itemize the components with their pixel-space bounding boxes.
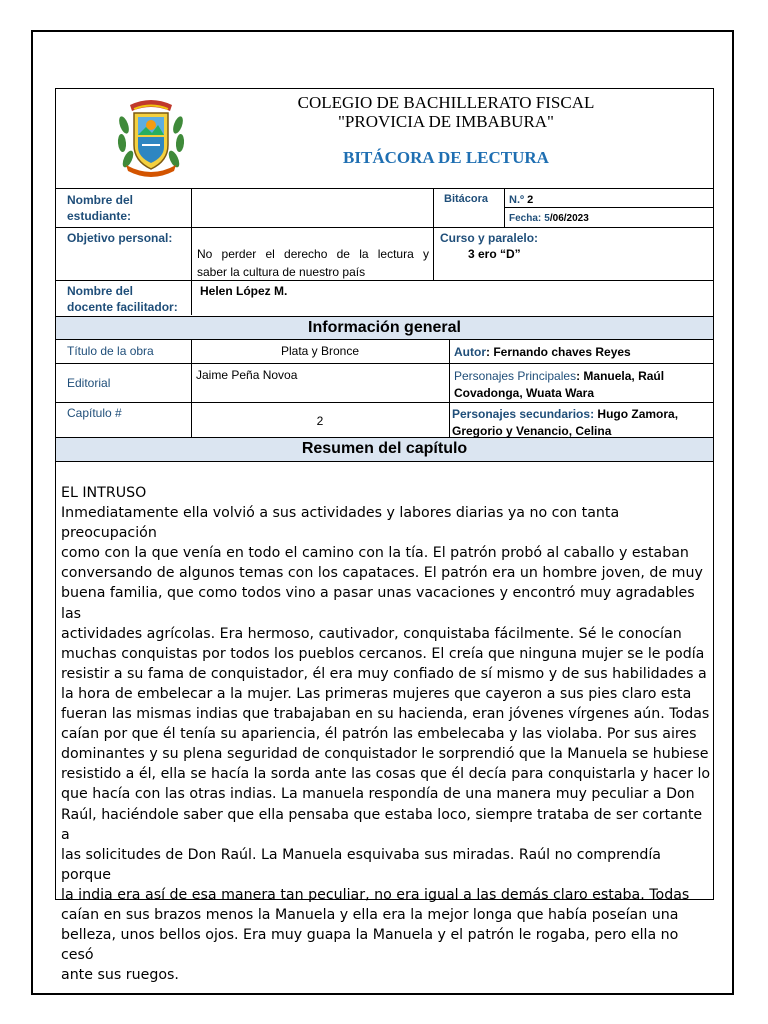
work-title-label: Título de la obra: [67, 344, 154, 358]
student-name-label-line1: Nombre del: [67, 193, 134, 207]
rule: [56, 227, 713, 228]
general-info-heading: Información general: [56, 317, 713, 339]
log-date-label: Fecha:: [509, 213, 542, 224]
summary-line: ante sus ruegos.: [61, 967, 179, 984]
summary-line: conversando de algunos temas con los capataces. El patrón era un hombre joven, de muy: [61, 565, 703, 582]
document-title: BITÁCORA DE LECTURA: [343, 148, 549, 167]
summary-line: como con la que venía en todo el camino con la tía. El patrón probó al caballo y estaban: [61, 545, 689, 562]
log-label: Bitácora: [444, 193, 489, 205]
summary-line: Inmediatamente ella volvió a sus actividades y labores diarias ya no con tanta preocupación: [61, 505, 620, 542]
main-characters-value-line1: : Manuela, Raúl: [576, 369, 665, 383]
rule: [56, 461, 713, 462]
summary-line: fueran las mismas indias que trabajaban en su hacienda, eran jóvenes vírgenes aún. Todas: [61, 706, 710, 723]
reading-log-form: [55, 88, 714, 984]
publisher-label: Editorial: [67, 376, 111, 390]
rule: [504, 207, 713, 208]
summary-line: resistido a él, ella se hacía la sorda ante las cosas que él decía para conquistarla y hacer lo: [61, 766, 711, 783]
log-number-label: N.º: [509, 194, 525, 206]
log-date-value: /06/2023: [549, 213, 589, 224]
secondary-characters: [452, 405, 712, 439]
secondary-characters-value-line2: Gregorio y Venancio, Celina: [452, 424, 612, 438]
rule: [191, 188, 192, 315]
summary-line: dominantes y su plena seguridad de conquistador le sorprendió que la Manuela se hubiese: [61, 746, 709, 763]
summary-line: actividades agrícolas. Era hermoso, cautivador, conquistaba fácilmente. Sé le conocían: [61, 625, 682, 642]
summary-line: belleza, unos bellos ojos. Era muy guapa la Manuela y el patrón le rogaba, pero ella no cesó: [61, 927, 679, 964]
school-name-line2: "PROVICIA DE IMBABURA": [337, 112, 554, 131]
summary-line: buena familia, que como todos vino a pasar unas vacaciones y encontró muy agradables las: [61, 585, 695, 622]
main-characters: [454, 367, 709, 401]
rule: [433, 188, 434, 280]
secondary-characters-label: Personajes secundarios:: [452, 407, 595, 421]
objective-value-line1: No perder el derecho de la lectura y: [197, 247, 429, 261]
summary-line: resistir a su fama de conquistador, él era muy confiado de sí mismo y de sus habilidades a: [61, 665, 707, 682]
summary-line: las solicitudes de Don Raúl. La Manuela esquivaba sus miradas. Raúl no comprendía porque: [61, 846, 661, 883]
log-date-value-highlight: 5: [544, 213, 550, 224]
teacher-label-line1: Nombre del: [67, 284, 134, 298]
objective-label: Objetivo personal:: [67, 231, 173, 245]
school-name-line1: COLEGIO DE BACHILLERATO FISCAL: [297, 93, 595, 112]
course-value: 3 ero “D”: [468, 247, 521, 261]
summary-heading: Resumen del capítulo: [56, 438, 713, 461]
summary-line: caían por que él tenía su apariencia, él patrón las embelecaba y las violaba. Por sus aires: [61, 726, 697, 743]
rule: [56, 280, 713, 281]
rule: [56, 402, 713, 403]
work-title-value: Plata y Bronce: [280, 344, 360, 358]
log-number-value: 2: [527, 194, 534, 206]
summary-line: Raúl, haciéndole saber que ella pensaba que estaba loco, siempre trataba de ser cortante a: [61, 806, 703, 843]
rule: [56, 363, 713, 364]
teacher-label-line2: docente facilitador:: [67, 300, 178, 314]
rule: [504, 188, 505, 227]
chapter-summary: [61, 483, 711, 985]
author-label: Autor: [454, 345, 486, 359]
log-date: [509, 210, 589, 227]
log-number: [509, 192, 533, 208]
student-name-label-line2: estudiante:: [67, 209, 132, 223]
course-label: Curso y paralelo:: [440, 231, 539, 245]
chapter-value: 2: [316, 414, 324, 428]
publisher-value: Jaime Peña Novoa: [196, 368, 298, 382]
summary-line: que hacía con las otras indias. La manuela respondía de una manera muy peculiar a Don: [61, 786, 695, 803]
summary-line: caían en sus brazos menos la Manuela y ella era la mejor longa que había poseían una: [61, 906, 679, 923]
chapter-label: Capítulo #: [67, 406, 122, 420]
teacher-value: Helen López M.: [200, 284, 288, 298]
summary-line: la hora de embelecar a la mujer. Las primeras mujeres que cayeron a sus pies claro esta: [61, 685, 692, 702]
objective-value-line2: saber la cultura de nuestro país: [197, 265, 366, 279]
main-characters-value-line2: Covadonga, Wuata Wara: [454, 386, 595, 400]
author: [454, 343, 631, 361]
rule: [56, 188, 713, 189]
main-characters-label: Personajes Principales: [454, 369, 577, 383]
summary-heading-text: EL INTRUSO: [61, 485, 147, 501]
secondary-characters-value-line1: Hugo Zamora,: [594, 407, 679, 421]
summary-line: muchas conquistas por todos los pueblos cercanos. El creía que ninguna mujer se le podía: [61, 645, 705, 662]
rule: [449, 339, 450, 437]
rule: [56, 339, 713, 340]
summary-line: la india era así de esa manera tan peculiar, no era igual a las demás claro estaba. Todas: [61, 886, 690, 903]
author-value: : Fernando chaves Reyes: [486, 345, 631, 359]
school-crest-icon: [116, 95, 186, 177]
